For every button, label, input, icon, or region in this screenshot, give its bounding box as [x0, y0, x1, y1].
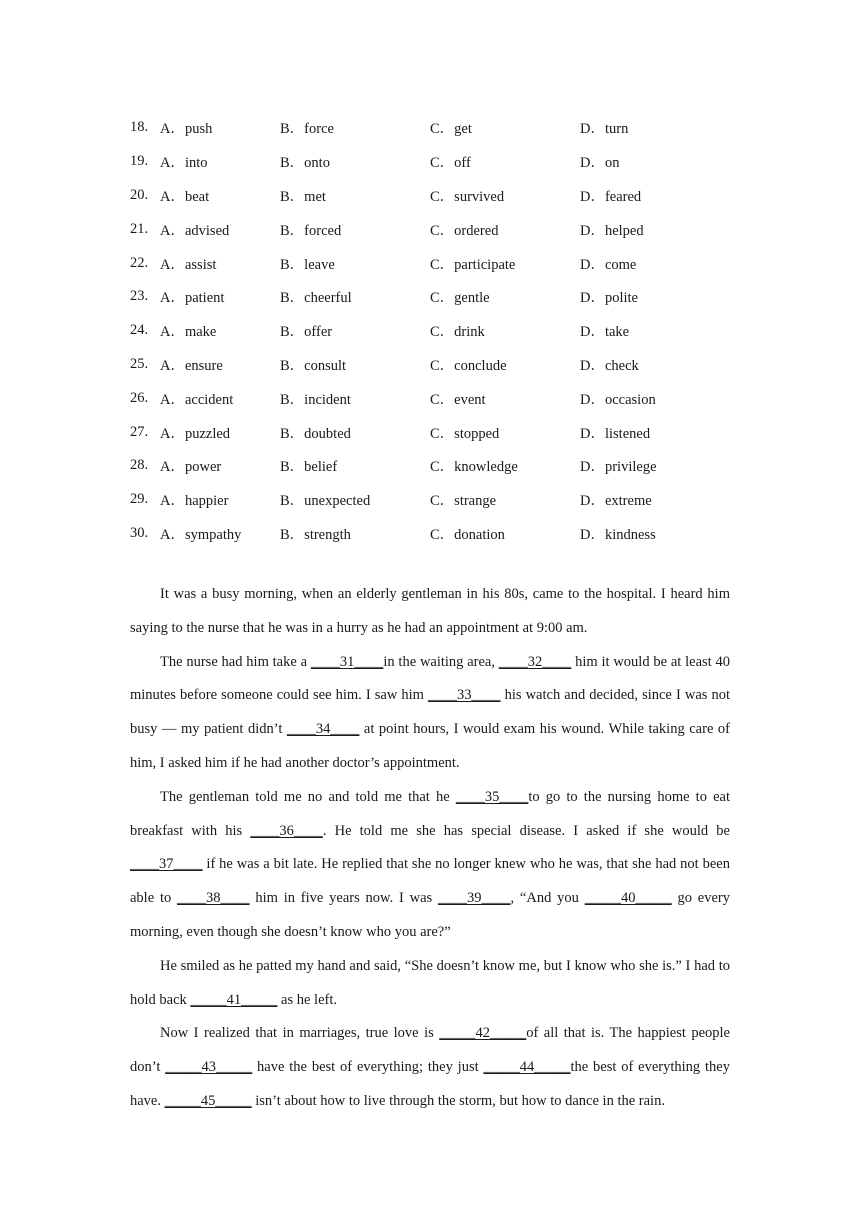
option-c: C．drink — [430, 324, 485, 341]
option-b: B．doubted — [280, 425, 351, 442]
blank-40: _____40_____ — [584, 890, 672, 907]
blank-45: _____45_____ — [164, 1092, 252, 1109]
passage-text: go every morning, even though she doesn’t know who you are?” — [130, 890, 730, 940]
option-c: C．conclude — [430, 357, 507, 374]
blank-39: ____39____ — [437, 890, 511, 907]
option-a: A．ensure — [160, 357, 223, 374]
option-d: D．privilege — [580, 459, 657, 476]
option-d: D．occasion — [580, 391, 656, 408]
passage-text: of all that is. The happiest people don’t — [130, 1025, 730, 1076]
option-row — [130, 348, 680, 382]
option-d: D．listened — [580, 425, 651, 442]
option-row — [130, 314, 680, 348]
option-row — [130, 517, 680, 551]
passage-text: isn’t about how to live through the storm, but how to dance in the rain. — [251, 1092, 665, 1109]
option-a: A．patient — [160, 290, 225, 307]
option-row — [130, 280, 680, 314]
option-b: B．offer — [280, 324, 333, 341]
passage-text: The gentleman told me no and told me that he — [160, 788, 456, 805]
option-b: B．cheerful — [280, 290, 352, 307]
passage-text: He smiled as he patted my hand and said, “She doesn’t know me, but I know who she is.” I had to hold back — [130, 957, 730, 1008]
passage-text: him in five years now. I was — [249, 890, 438, 907]
option-d: D．kindness — [580, 526, 656, 543]
option-a: A．power — [160, 459, 222, 476]
option-c: C．gentle — [430, 290, 490, 307]
question-number: 20. — [130, 186, 149, 203]
blank-44: _____44_____ — [483, 1059, 571, 1076]
option-a: A．puzzled — [160, 425, 231, 442]
option-a: A．happier — [160, 493, 229, 510]
option-d: D．come — [580, 256, 637, 273]
question-number: 27. — [130, 423, 149, 440]
option-c: C．stopped — [430, 425, 500, 442]
passage-text: The nurse had him take a — [160, 653, 311, 670]
blank-41: _____41_____ — [190, 991, 278, 1008]
option-d: D．feared — [580, 188, 642, 205]
option-a: A．into — [160, 155, 208, 172]
option-c: C．off — [430, 155, 471, 172]
option-row — [130, 381, 680, 415]
passage-text: have the best of everything; they just — [252, 1059, 484, 1076]
question-number: 19. — [130, 153, 149, 170]
blank-34: ____34____ — [286, 721, 360, 738]
option-c: C．survived — [430, 188, 505, 205]
question-number: 30. — [130, 524, 149, 541]
option-a: A．push — [160, 121, 213, 138]
option-b: B．belief — [280, 459, 338, 476]
option-b: B．incident — [280, 391, 351, 408]
option-c: C．event — [430, 391, 486, 408]
option-d: D．on — [580, 155, 620, 172]
passage-text: as he left. — [277, 991, 337, 1008]
option-a: A．assist — [160, 256, 217, 273]
blank-43: _____43_____ — [165, 1059, 253, 1076]
option-a: A．advised — [160, 222, 230, 239]
blank-32: ____32____ — [498, 653, 572, 670]
option-c: C．strange — [430, 493, 497, 510]
option-d: D．check — [580, 357, 639, 374]
option-b: B．forced — [280, 222, 342, 239]
blank-31: ____31____ — [310, 653, 384, 670]
question-number: 26. — [130, 389, 149, 406]
option-row — [130, 212, 680, 246]
paragraph-3 — [130, 781, 730, 950]
option-b: B．strength — [280, 526, 351, 543]
cloze-passage — [130, 578, 730, 1119]
option-a: A．accident — [160, 391, 234, 408]
passage-text: , “And you — [510, 890, 585, 907]
passage-text: to go to the nursing home to eat breakfast with his — [130, 788, 731, 839]
blank-33: ____33____ — [428, 687, 501, 704]
option-b: B．onto — [280, 155, 330, 172]
option-row — [130, 483, 680, 517]
passage-text: him it would be at least 40 minutes before someone could see him. I saw him — [130, 653, 730, 704]
option-b: B．leave — [280, 256, 335, 273]
question-number: 24. — [130, 322, 149, 339]
option-row — [130, 246, 680, 280]
option-c: C．get — [430, 121, 472, 138]
option-b: B．unexpected — [280, 493, 371, 510]
option-b: B．met — [280, 188, 326, 205]
option-row — [130, 111, 680, 145]
passage-text: at point hours, I would exam his wound. While taking care of him, I asked him if he had another doctor’s appointment. — [130, 721, 730, 771]
option-d: D．polite — [580, 290, 638, 307]
option-d: D．helped — [580, 222, 644, 239]
paragraph-4 — [130, 950, 730, 1018]
option-a: A．make — [160, 324, 217, 341]
option-row — [130, 415, 680, 449]
passage-text: Now I realized that in marriages, true love is — [160, 1025, 440, 1042]
blank-42: _____42_____ — [439, 1025, 527, 1042]
passage-text: . He told me she has special disease. I asked if she would be — [322, 822, 730, 839]
blank-35: ____35____ — [455, 788, 529, 805]
option-c: C．ordered — [430, 222, 499, 239]
option-c: C．donation — [430, 526, 505, 543]
option-row — [130, 449, 680, 483]
question-number: 29. — [130, 491, 149, 508]
answer-options-table — [130, 111, 680, 550]
paragraph-1: It was a busy morning, when an elderly gentleman in his 80s, came to the hospital. I heard him saying to the nurse that he was in a hurry as he had an appointment at 9:00 am. — [130, 586, 730, 636]
paragraph-5 — [130, 1017, 730, 1118]
passage-text: if he was a bit late. He replied that she no longer knew who he was, that she had not been able to — [130, 856, 730, 907]
option-d: D．turn — [580, 121, 629, 138]
option-row — [130, 179, 680, 213]
option-c: C．knowledge — [430, 459, 518, 476]
question-number: 28. — [130, 457, 149, 474]
question-number: 21. — [130, 220, 149, 237]
option-d: D．take — [580, 324, 630, 341]
option-d: D．extreme — [580, 493, 652, 510]
blank-38: ____38____ — [177, 890, 250, 907]
paragraph-2 — [130, 646, 730, 781]
question-number: 18. — [130, 119, 149, 136]
option-b: B．force — [280, 121, 334, 138]
option-row — [130, 145, 680, 179]
question-number: 23. — [130, 288, 149, 305]
question-number: 22. — [130, 254, 149, 271]
option-a: A．sympathy — [160, 526, 242, 543]
option-c: C．participate — [430, 256, 516, 273]
option-b: B．consult — [280, 357, 347, 374]
blank-37: ____37____ — [130, 856, 203, 873]
passage-text: the best of everything they have. — [130, 1059, 730, 1109]
passage-text: his watch and decided, since I was not busy — my patient didn’t — [130, 687, 731, 738]
option-a: A．beat — [160, 188, 210, 205]
blank-36: ____36____ — [250, 822, 323, 839]
passage-text: in the waiting area, — [383, 653, 499, 670]
question-number: 25. — [130, 355, 149, 372]
